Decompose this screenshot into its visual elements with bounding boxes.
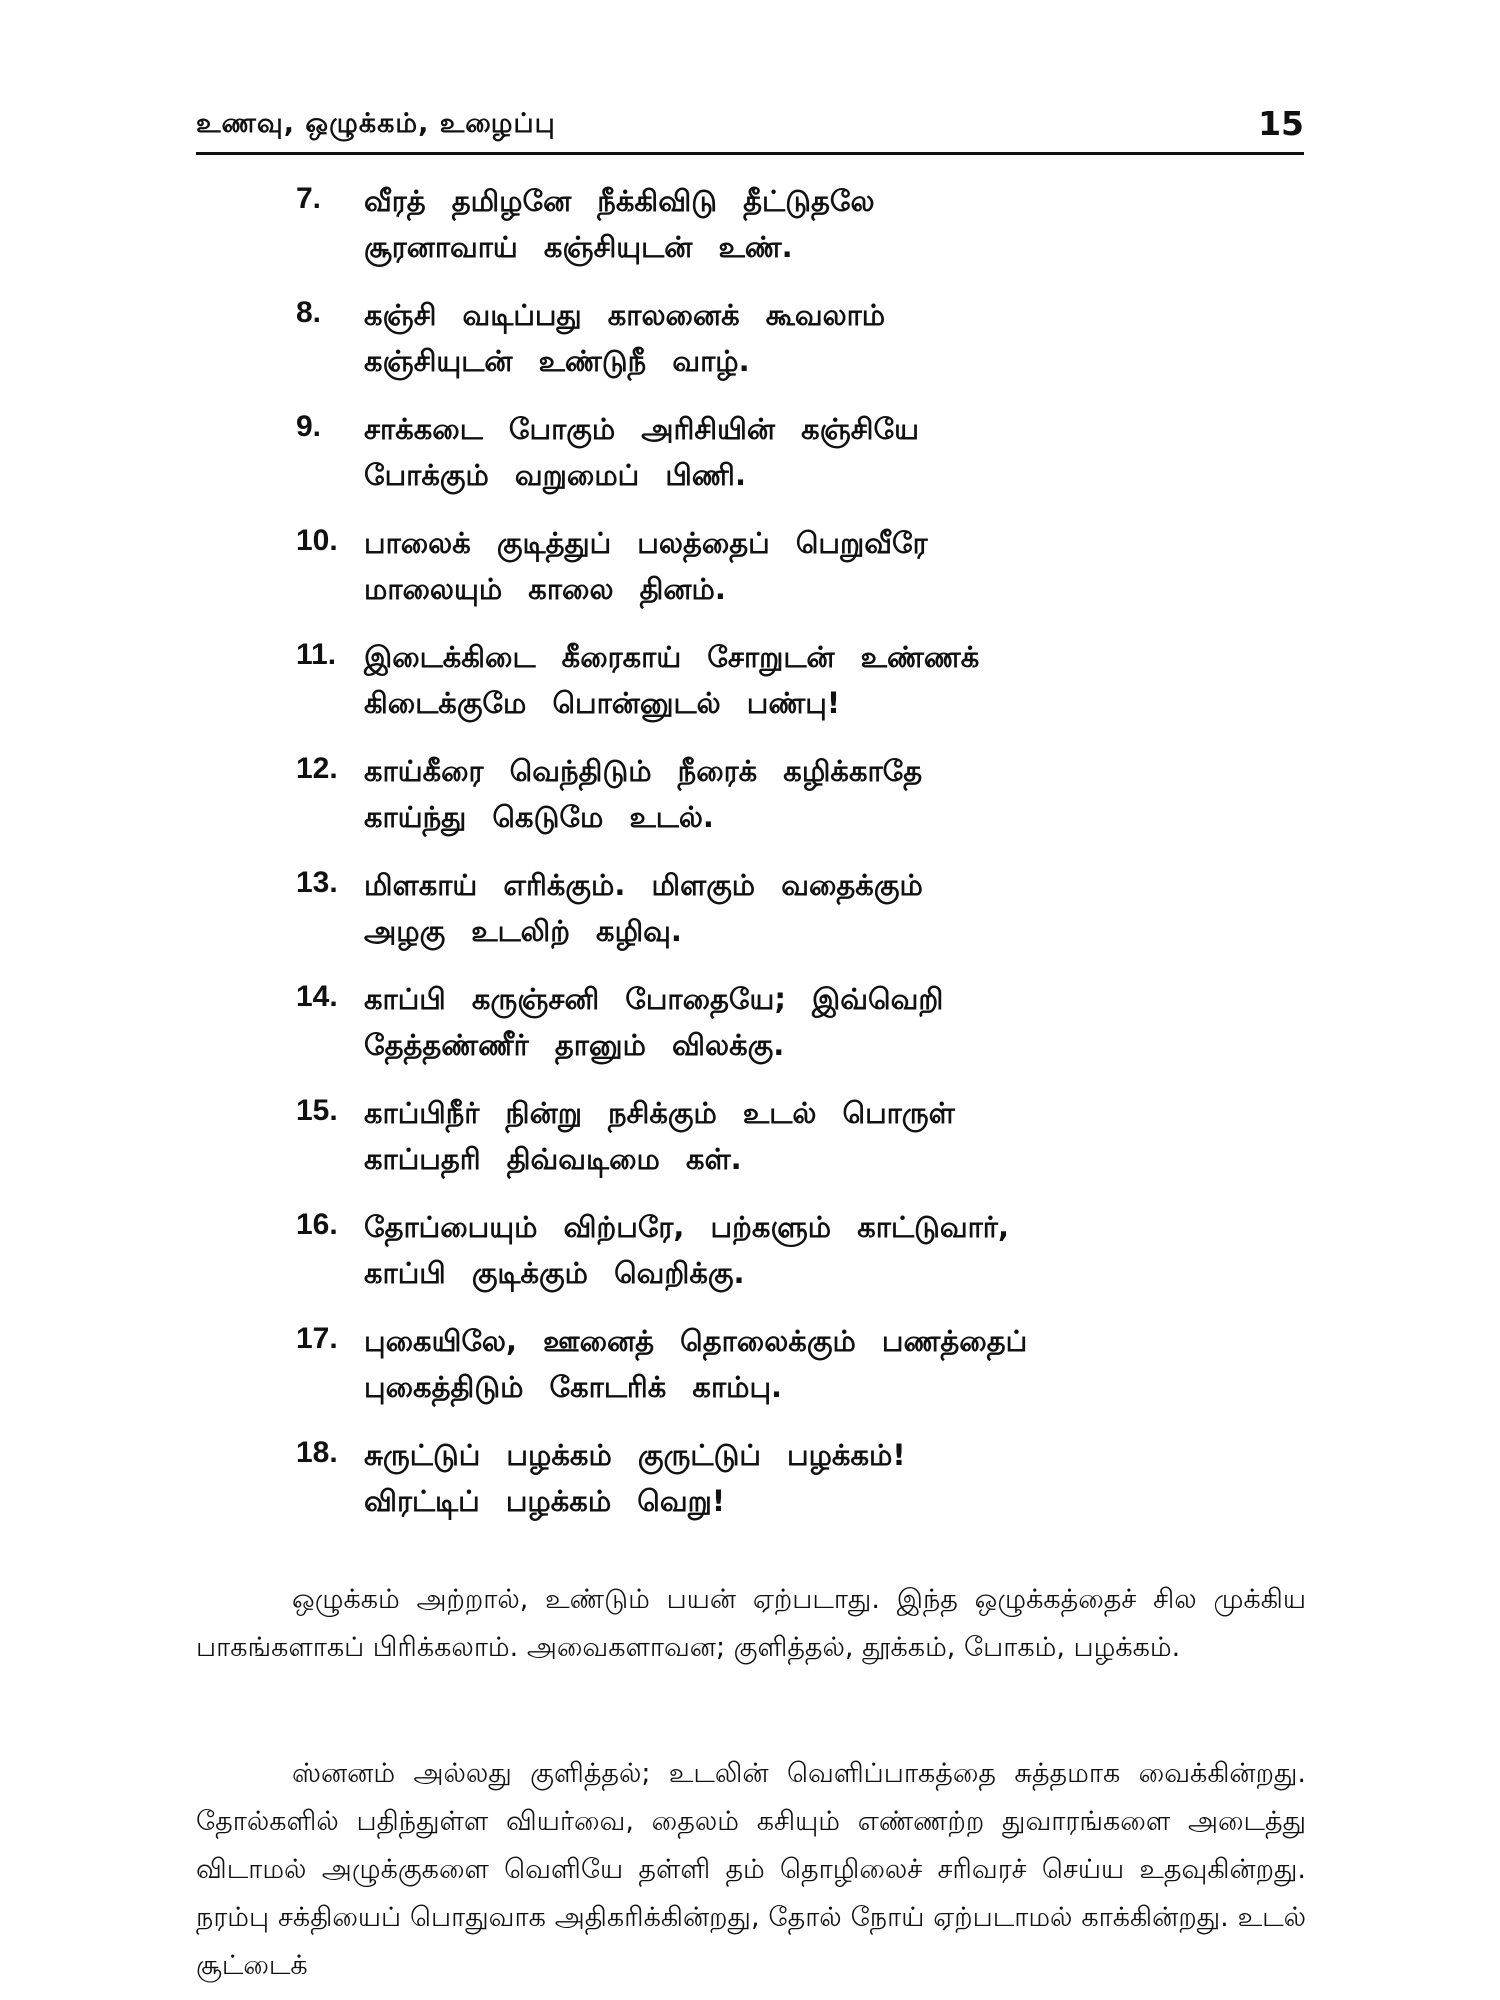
verse-line-1: புகையிலே, ஊனைத் தொலைக்கும் பணத்தைப்	[364, 1324, 1028, 1358]
verse-line-1: பாலைக் குடித்துப் பலத்தைப் பெறுவீரே	[364, 526, 928, 560]
verse-line-2: மாலையும் காலை தினம்.	[364, 572, 726, 606]
page-number: 15	[1258, 104, 1304, 143]
verse-12	[296, 748, 1276, 862]
page-header	[196, 104, 1304, 155]
verse-11	[296, 634, 1276, 748]
verse-line-2: அழகு உடலிற் கழிவு.	[364, 914, 682, 948]
paragraph-text: ஸ்னனம் அல்லது குளித்தல்; உடலின் வெளிப்பாகத்தை சுத்தமாக வைக்கின்றது. தோல்களில் பதிந்துள்ள வியர்வை, தைலம் கசியும் எண்ணற்ற துவாரங்களை அடைத்து விடாமல் அழுக்குகளை வெளியே தள்ளி தம் தொழிலைச் சரிவரச் செய்ய உதவுகின்றது. நரம்பு சக்தியைப் பொதுவாக அதிகரிக்கின்றது, தோல் நோய் ஏற்படாமல் காக்கின்றது. உடல் சூட்டைக்	[196, 1758, 1306, 1981]
paragraph-conduct	[196, 1576, 1306, 1672]
verse-18	[296, 1432, 1276, 1546]
verse-number: 7.	[296, 182, 322, 215]
verse-7	[296, 178, 1276, 292]
verse-line-1: காப்பி கருஞ்சனி போதையே; இவ்வெறி	[364, 982, 944, 1016]
verse-line-1: சாக்கடை போகும் அரிசியின் கஞ்சியே	[364, 412, 919, 446]
verse-line-2: காப்பி குடிக்கும் வெறிக்கு.	[364, 1256, 745, 1290]
verse-line-2: விரட்டிப் பழக்கம் வெறு!	[364, 1484, 726, 1518]
verse-number: 14.	[296, 980, 338, 1013]
verse-line-1: சுருட்டுப் பழக்கம் குருட்டுப் பழக்கம்!	[364, 1438, 906, 1472]
verse-list	[296, 178, 1276, 1546]
verse-number: 15.	[296, 1094, 338, 1127]
verse-line-2: கஞ்சியுடன் உண்டுநீ வாழ்.	[364, 344, 750, 378]
paragraph-text: ஒழுக்கம் அற்றால், உண்டும் பயன் ஏற்படாது. இந்த ஒழுக்கத்தைச் சில முக்கிய பாகங்களாகப் பிரிக்கலாம். அவைகளாவன; குளித்தல், தூக்கம், போகம், பழக்கம்.	[196, 1584, 1306, 1663]
verse-line-1: மிளகாய் எரிக்கும். மிளகும் வதைக்கும்	[364, 868, 923, 902]
verse-16	[296, 1204, 1276, 1318]
verse-line-1: கஞ்சி வடிப்பது காலனைக் கூவலாம்	[364, 298, 886, 332]
verse-13	[296, 862, 1276, 976]
verse-number: 16.	[296, 1208, 338, 1241]
verse-8	[296, 292, 1276, 406]
verse-17	[296, 1318, 1276, 1432]
verse-line-2: காய்ந்து கெடுமே உடல்.	[364, 800, 714, 834]
verse-number: 11.	[296, 638, 337, 671]
verse-number: 18.	[296, 1436, 338, 1469]
paragraph-bathing	[196, 1750, 1306, 1990]
verse-line-2: காப்பதரி திவ்வடிமை கள்.	[364, 1142, 742, 1176]
verse-line-1: வீரத் தமிழனே நீக்கிவிடு தீட்டுதலே	[364, 184, 875, 218]
verse-number: 17.	[296, 1322, 338, 1355]
verse-line-2: போக்கும் வறுமைப் பிணி.	[364, 458, 746, 492]
verse-line-1: காய்கீரை வெந்திடும் நீரைக் கழிக்காதே	[364, 754, 923, 788]
verse-number: 12.	[296, 752, 338, 785]
verse-number: 8.	[296, 296, 322, 329]
verse-line-2: சூரனாவாய் கஞ்சியுடன் உண்.	[364, 230, 793, 264]
verse-number: 13.	[296, 866, 338, 899]
verse-line-2: தேத்தண்ணீர் தானும் விலக்கு.	[364, 1028, 785, 1062]
verse-9	[296, 406, 1276, 520]
verse-line-1: தோப்பையும் விற்பரே, பற்களும் காட்டுவார்,	[364, 1210, 1009, 1244]
verse-number: 10.	[296, 524, 338, 557]
verse-14	[296, 976, 1276, 1090]
verse-line-2: கிடைக்குமே பொன்னுடல் பண்பு!	[364, 686, 841, 720]
verse-line-2: புகைத்திடும் கோடரிக் காம்பு.	[364, 1370, 783, 1404]
verse-15	[296, 1090, 1276, 1204]
verse-line-1: இடைக்கிடை கீரைகாய் சோறுடன் உண்ணக்	[364, 640, 980, 674]
running-title: உணவு, ஒழுக்கம், உழைப்பு	[196, 108, 556, 139]
verse-line-1: காப்பிநீர் நின்று நசிக்கும் உடல் பொருள்	[364, 1096, 955, 1130]
verse-number: 9.	[296, 410, 322, 443]
verse-10	[296, 520, 1276, 634]
